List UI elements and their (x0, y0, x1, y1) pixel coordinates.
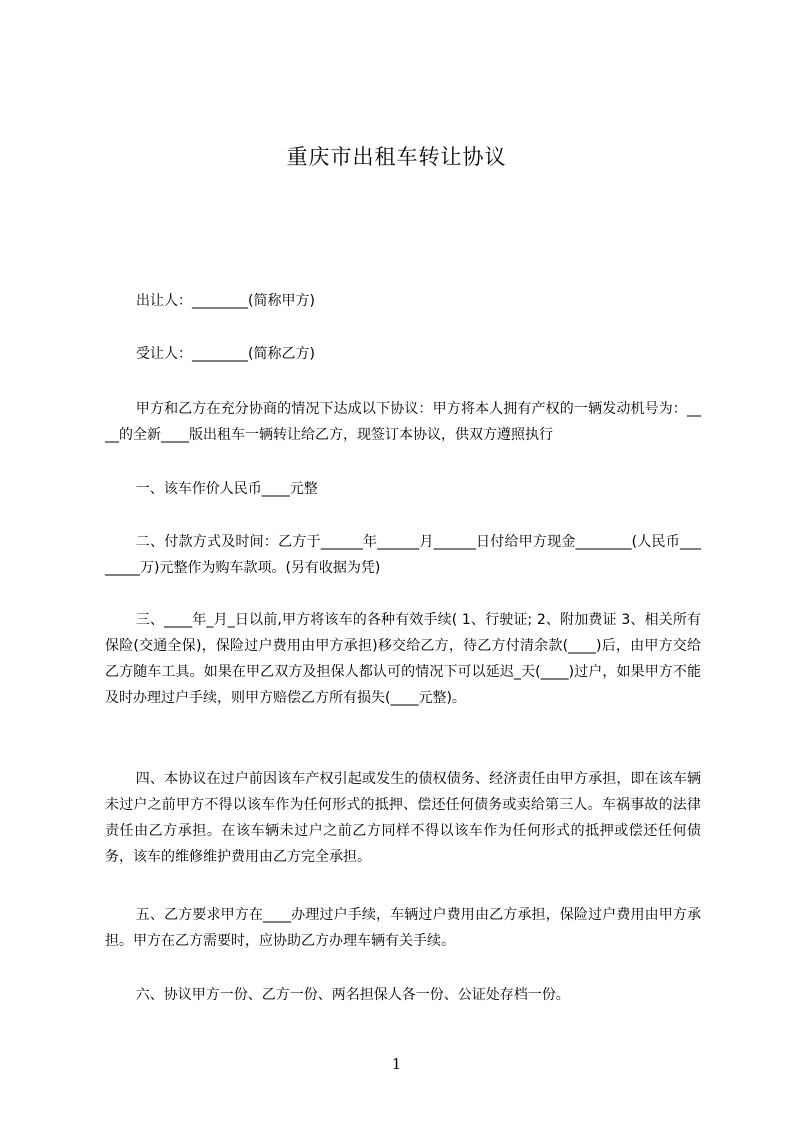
clause-6: 六、协议甲方一份、乙方一份、两名担保人各一份、公证处存档一份。 (135, 987, 570, 1003)
clause-3: 三、____年_月_日以前,甲方将该车的各种有效手续( 1、行驶证; 2、附加费证 3、相关所有保险(交通全保)，保险过户费用由甲方承担)移交给乙方，待乙方付清余款(____)后，由甲方交给乙方随车工具。如果在甲乙双方及担保人都认可的情况下可以延迟_天(____)过户，如果甲方不能及时办理过户手续，则甲方赔偿乙方所有损失(____元整)。 (105, 612, 701, 706)
page-number: 1 (391, 1055, 402, 1073)
document-title: 重庆市出租车转让协议 (286, 145, 507, 169)
clause-2: 二、付款方式及时间：乙方于______年______月______日付给甲方现金________(人民币________万)元整作为购车款项。(另有收据为凭) (105, 534, 701, 576)
clause-1: 一、该车作价人民币____元整 (135, 481, 318, 497)
transferee-line: 受让人：________(简称乙方) (136, 346, 315, 362)
intro-paragraph: 甲方和乙方在充分协商的情况下达成以下协议：甲方将本人拥有产权的一辆发动机号为：____的全新____版出租车一辆转让给乙方，现签订本协议，供双方遵照执行 (105, 401, 701, 443)
transferor-line: 出让人：________(简称甲方) (136, 293, 315, 309)
clause-4: 四、本协议在过户前因该车产权引起或发生的债权债务、经济责任由甲方承担，即在该车辆未过户之前甲方不得以该车作为任何形式的抵押、偿还任何债务或卖给第三人。车祸事故的法律责任由乙方承担。在该车辆未过户之前乙方同样不得以该车作为任何形式的抵押或偿还任何债务，该车的维修维护费用由乙方完全承担。 (105, 771, 701, 865)
clause-5: 五、乙方要求甲方在____办理过户手续，车辆过户费用由乙方承担，保险过户费用由甲方承担。甲方在乙方需要时，应协助乙方办理车辆有关手续。 (105, 907, 701, 949)
